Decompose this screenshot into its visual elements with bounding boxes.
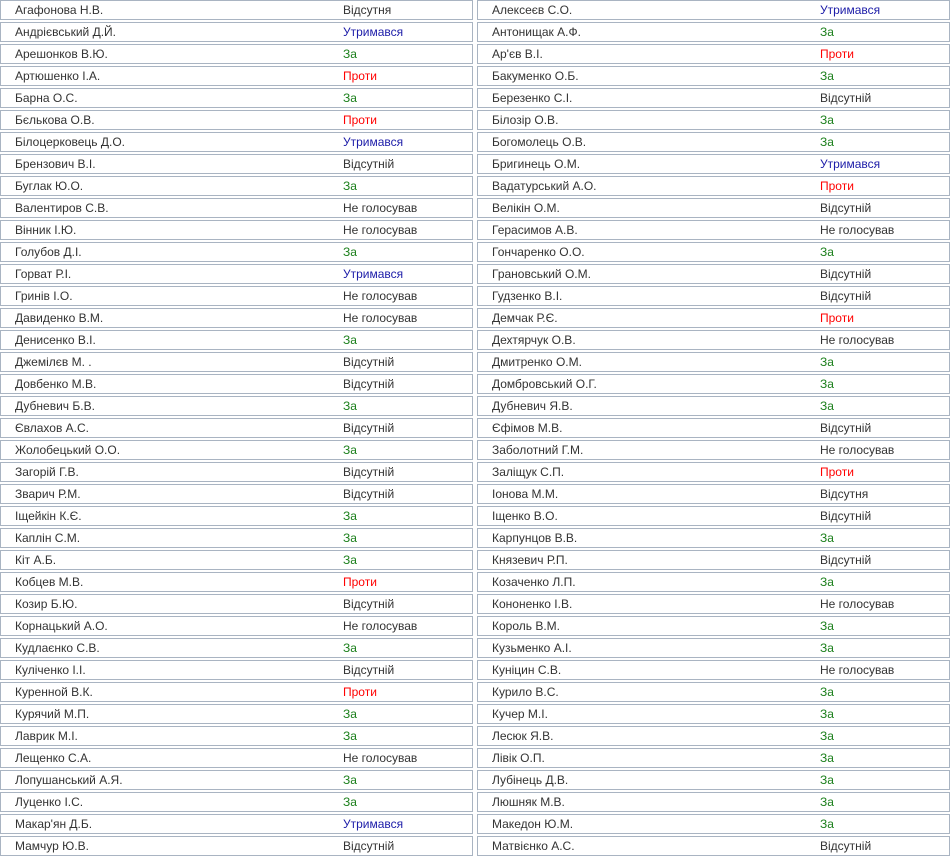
vote-result: Відсутній xyxy=(343,839,395,853)
deputy-name: Гудзенко В.І. xyxy=(492,289,563,303)
table-row xyxy=(0,440,473,460)
table-row xyxy=(0,704,473,724)
deputy-name: Лесюк Я.В. xyxy=(492,729,554,743)
deputy-name: Алексеєв С.О. xyxy=(492,3,573,17)
deputy-name: Лубінець Д.В. xyxy=(492,773,569,787)
vote-result: За xyxy=(343,443,357,457)
table-row xyxy=(0,572,473,592)
vote-result: За xyxy=(343,509,357,523)
deputy-name: Каплін С.М. xyxy=(15,531,81,545)
table-row xyxy=(0,506,473,526)
table-row xyxy=(0,594,473,614)
vote-result: Проти xyxy=(343,69,377,83)
table-row xyxy=(0,352,473,372)
table-row xyxy=(477,374,950,394)
vote-result: За xyxy=(343,91,357,105)
table-row xyxy=(0,220,473,240)
vote-result: Не голосував xyxy=(343,201,418,215)
vote-column-right xyxy=(477,0,950,858)
table-row xyxy=(0,836,473,856)
deputy-name: Люшняк М.В. xyxy=(492,795,565,809)
table-row xyxy=(0,638,473,658)
table-row xyxy=(0,242,473,262)
vote-result: За xyxy=(343,641,357,655)
deputy-name: Кузьменко А.І. xyxy=(492,641,572,655)
vote-result: Не голосував xyxy=(820,223,895,237)
table-row xyxy=(477,110,950,130)
deputy-name: Демчак Р.Є. xyxy=(492,311,558,325)
deputy-name: Корнацький А.О. xyxy=(15,619,108,633)
table-row xyxy=(477,770,950,790)
deputy-name: Богомолець О.В. xyxy=(492,135,587,149)
table-row xyxy=(0,396,473,416)
deputy-name: Заболотний Г.М. xyxy=(492,443,584,457)
deputy-name: Антонищак А.Ф. xyxy=(492,25,581,39)
vote-result: За xyxy=(343,333,357,347)
deputy-name: Джемілєв М. . xyxy=(15,355,92,369)
vote-result: Не голосував xyxy=(820,333,895,347)
deputy-name: Дмитренко О.М. xyxy=(492,355,582,369)
table-row xyxy=(477,748,950,768)
vote-result: Утримався xyxy=(343,817,404,831)
deputy-name: Лопушанський А.Я. xyxy=(15,773,123,787)
vote-result: За xyxy=(820,707,834,721)
vote-result: За xyxy=(343,47,357,61)
table-row xyxy=(477,836,950,856)
table-row xyxy=(477,176,950,196)
table-row xyxy=(477,352,950,372)
table-row xyxy=(477,242,950,262)
deputy-name: Іонова М.М. xyxy=(492,487,559,501)
vote-result: За xyxy=(343,245,357,259)
deputy-name: Лівік О.П. xyxy=(492,751,545,765)
deputy-name: Іщейкін К.Є. xyxy=(15,509,82,523)
table-row xyxy=(0,374,473,394)
table-row xyxy=(477,396,950,416)
vote-result: Відсутній xyxy=(343,465,395,479)
vote-result: За xyxy=(820,531,834,545)
vote-result: За xyxy=(820,113,834,127)
table-row xyxy=(0,110,473,130)
table-row xyxy=(0,330,473,350)
vote-result: Утримався xyxy=(343,267,404,281)
vote-result: За xyxy=(343,729,357,743)
vote-result: За xyxy=(820,817,834,831)
table-row xyxy=(477,330,950,350)
vote-result: За xyxy=(343,553,357,567)
vote-result: За xyxy=(820,69,834,83)
deputy-name: Єфімов М.В. xyxy=(492,421,563,435)
vote-result: За xyxy=(820,795,834,809)
vote-result: Проти xyxy=(820,311,854,325)
deputy-name: Горват Р.І. xyxy=(15,267,72,281)
vote-result: За xyxy=(820,641,834,655)
table-row xyxy=(0,484,473,504)
vote-result: За xyxy=(820,773,834,787)
table-row xyxy=(477,506,950,526)
table-row xyxy=(0,792,473,812)
table-row xyxy=(477,22,950,42)
vote-result: Утримався xyxy=(820,157,881,171)
table-row xyxy=(477,814,950,834)
table-row xyxy=(0,682,473,702)
table-row xyxy=(477,88,950,108)
vote-result: За xyxy=(820,729,834,743)
table-row xyxy=(0,88,473,108)
vote-result: Не голосував xyxy=(343,289,418,303)
table-row xyxy=(0,0,473,20)
deputy-name: Кучер М.І. xyxy=(492,707,548,721)
vote-result: Проти xyxy=(343,575,377,589)
vote-result: Відсутній xyxy=(343,355,395,369)
vote-result: Відсутній xyxy=(820,267,872,281)
deputy-name: Білозір О.В. xyxy=(492,113,559,127)
vote-result: Не голосував xyxy=(820,443,895,457)
deputy-name: Куліченко І.І. xyxy=(15,663,86,677)
vote-result: За xyxy=(343,179,357,193)
deputy-name: Жолобецький О.О. xyxy=(15,443,121,457)
vote-result: Проти xyxy=(820,47,854,61)
table-row xyxy=(477,44,950,64)
vote-result: За xyxy=(820,135,834,149)
deputy-name: Карпунцов В.В. xyxy=(492,531,578,545)
table-row xyxy=(477,132,950,152)
table-row xyxy=(477,682,950,702)
vote-result: За xyxy=(820,575,834,589)
deputy-name: Брензович В.І. xyxy=(15,157,96,171)
table-row xyxy=(477,616,950,636)
table-row xyxy=(477,440,950,460)
deputy-name: Кудлаєнко С.В. xyxy=(15,641,100,655)
deputy-name: Голубов Д.І. xyxy=(15,245,82,259)
deputy-name: Македон Ю.М. xyxy=(492,817,574,831)
table-row xyxy=(477,66,950,86)
table-row xyxy=(477,198,950,218)
table-row xyxy=(477,550,950,570)
deputy-name: Кобцев М.В. xyxy=(15,575,84,589)
vote-result: Не голосував xyxy=(343,751,418,765)
deputy-name: Домбровський О.Г. xyxy=(492,377,597,391)
vote-result: Не голосував xyxy=(343,311,418,325)
vote-result: Відсутній xyxy=(820,839,872,853)
deputy-name: Барна О.С. xyxy=(15,91,78,105)
deputy-name: Денисенко В.І. xyxy=(15,333,96,347)
vote-result: Відсутня xyxy=(820,487,869,501)
vote-result: За xyxy=(820,685,834,699)
vote-result: Відсутній xyxy=(343,487,395,501)
deputy-name: Козир Б.Ю. xyxy=(15,597,78,611)
table-row xyxy=(0,418,473,438)
table-row xyxy=(0,748,473,768)
vote-result: Відсутній xyxy=(820,201,872,215)
table-row xyxy=(0,154,473,174)
deputy-name: Козаченко Л.П. xyxy=(492,575,576,589)
deputy-name: Герасимов А.В. xyxy=(492,223,578,237)
vote-result: Відсутній xyxy=(343,157,395,171)
table-row xyxy=(477,594,950,614)
deputy-name: Макар'ян Д.Б. xyxy=(15,817,93,831)
table-row xyxy=(0,308,473,328)
deputy-name: Куренной В.К. xyxy=(15,685,93,699)
table-row xyxy=(477,418,950,438)
table-row xyxy=(0,770,473,790)
deputy-name: Вадатурський А.О. xyxy=(492,179,597,193)
deputy-name: Буглак Ю.О. xyxy=(15,179,84,193)
vote-result: Відсутній xyxy=(820,91,872,105)
vote-result: Проти xyxy=(820,179,854,193)
deputy-name: Арешонков В.Ю. xyxy=(15,47,108,61)
deputy-name: Бакуменко О.Б. xyxy=(492,69,579,83)
vote-result: За xyxy=(343,531,357,545)
deputy-name: Давиденко В.М. xyxy=(15,311,104,325)
deputy-name: Велікін О.М. xyxy=(492,201,560,215)
table-row xyxy=(0,132,473,152)
deputy-name: Загорій Г.В. xyxy=(15,465,79,479)
table-row xyxy=(0,22,473,42)
vote-result: Утримався xyxy=(820,3,881,17)
table-row xyxy=(0,286,473,306)
deputy-name: Дубневич Я.В. xyxy=(492,399,573,413)
vote-result: Відсутній xyxy=(343,663,395,677)
table-row xyxy=(0,264,473,284)
deputy-name: Король В.М. xyxy=(492,619,561,633)
vote-result: Відсутній xyxy=(343,597,395,611)
deputy-name: Курило В.С. xyxy=(492,685,559,699)
table-row xyxy=(477,264,950,284)
table-row xyxy=(477,308,950,328)
table-row xyxy=(0,528,473,548)
vote-result: За xyxy=(820,619,834,633)
vote-column-left xyxy=(0,0,473,858)
deputy-name: Агафонова Н.В. xyxy=(15,3,104,17)
vote-result: Відсутній xyxy=(820,553,872,567)
deputy-name: Білоцерковець Д.О. xyxy=(15,135,125,149)
deputy-name: Бригинець О.М. xyxy=(492,157,581,171)
vote-result: За xyxy=(820,751,834,765)
deputy-name: Березенко С.І. xyxy=(492,91,573,105)
table-row xyxy=(477,220,950,240)
deputy-name: Бєлькова О.В. xyxy=(15,113,95,127)
table-row xyxy=(0,176,473,196)
vote-result: За xyxy=(820,25,834,39)
table-row xyxy=(0,726,473,746)
table-row xyxy=(0,550,473,570)
vote-result: Не голосував xyxy=(820,663,895,677)
deputy-name: Артюшенко І.А. xyxy=(15,69,101,83)
vote-result: За xyxy=(343,773,357,787)
vote-result: Не голосував xyxy=(820,597,895,611)
vote-result: За xyxy=(820,377,834,391)
deputy-name: Андрієвський Д.Й. xyxy=(15,25,116,39)
table-row xyxy=(0,660,473,680)
deputy-name: Євлахов А.С. xyxy=(15,421,89,435)
vote-result: За xyxy=(820,355,834,369)
vote-result: Проти xyxy=(820,465,854,479)
table-row xyxy=(0,44,473,64)
table-row xyxy=(0,462,473,482)
table-row xyxy=(477,484,950,504)
vote-result: Проти xyxy=(343,685,377,699)
deputy-name: Довбенко М.В. xyxy=(15,377,97,391)
deputy-name: Валентиров С.В. xyxy=(15,201,109,215)
vote-result: За xyxy=(343,399,357,413)
table-row xyxy=(477,638,950,658)
vote-result: За xyxy=(820,399,834,413)
vote-result: Утримався xyxy=(343,135,404,149)
table-row xyxy=(477,154,950,174)
deputy-name: Ар'єв В.І. xyxy=(492,47,543,61)
table-row xyxy=(477,726,950,746)
vote-result: Утримався xyxy=(343,25,404,39)
table-row xyxy=(477,792,950,812)
table-row xyxy=(477,528,950,548)
table-row xyxy=(0,616,473,636)
deputy-name: Мамчур Ю.В. xyxy=(15,839,89,853)
deputy-name: Кононенко І.В. xyxy=(492,597,573,611)
table-row xyxy=(0,66,473,86)
vote-result: Відсутній xyxy=(820,421,872,435)
vote-result: За xyxy=(820,245,834,259)
deputy-name: Курячий М.П. xyxy=(15,707,90,721)
vote-result: Відсутній xyxy=(820,289,872,303)
table-row xyxy=(477,704,950,724)
deputy-name: Дехтярчук О.В. xyxy=(492,333,576,347)
deputy-name: Князевич Р.П. xyxy=(492,553,568,567)
deputy-name: Кіт А.Б. xyxy=(15,553,57,567)
deputy-name: Грановський О.М. xyxy=(492,267,591,281)
deputy-name: Гончаренко О.О. xyxy=(492,245,585,259)
deputy-name: Вінник І.Ю. xyxy=(15,223,77,237)
vote-result: Проти xyxy=(343,113,377,127)
table-row xyxy=(477,286,950,306)
deputy-name: Матвієнко А.С. xyxy=(492,839,575,853)
table-row xyxy=(477,660,950,680)
vote-result: За xyxy=(343,707,357,721)
vote-result: Відсутній xyxy=(820,509,872,523)
deputy-name: Іщенко В.О. xyxy=(492,509,558,523)
vote-result: Відсутня xyxy=(343,3,392,17)
table-row xyxy=(477,572,950,592)
deputy-name: Дубневич Б.В. xyxy=(15,399,95,413)
deputy-name: Гринів І.О. xyxy=(15,289,73,303)
deputy-name: Заліщук С.П. xyxy=(492,465,565,479)
deputy-name: Куніцин С.В. xyxy=(492,663,562,677)
vote-result: Не голосував xyxy=(343,619,418,633)
deputy-name: Луценко І.С. xyxy=(15,795,84,809)
deputy-name: Зварич Р.М. xyxy=(15,487,81,501)
vote-result: Відсутній xyxy=(343,421,395,435)
table-row xyxy=(0,198,473,218)
vote-result: За xyxy=(343,795,357,809)
deputy-name: Лещенко С.А. xyxy=(15,751,92,765)
vote-result: Відсутній xyxy=(343,377,395,391)
deputy-name: Лаврик М.І. xyxy=(15,729,78,743)
table-row xyxy=(477,0,950,20)
vote-result: Не голосував xyxy=(343,223,418,237)
table-row xyxy=(0,814,473,834)
table-row xyxy=(477,462,950,482)
